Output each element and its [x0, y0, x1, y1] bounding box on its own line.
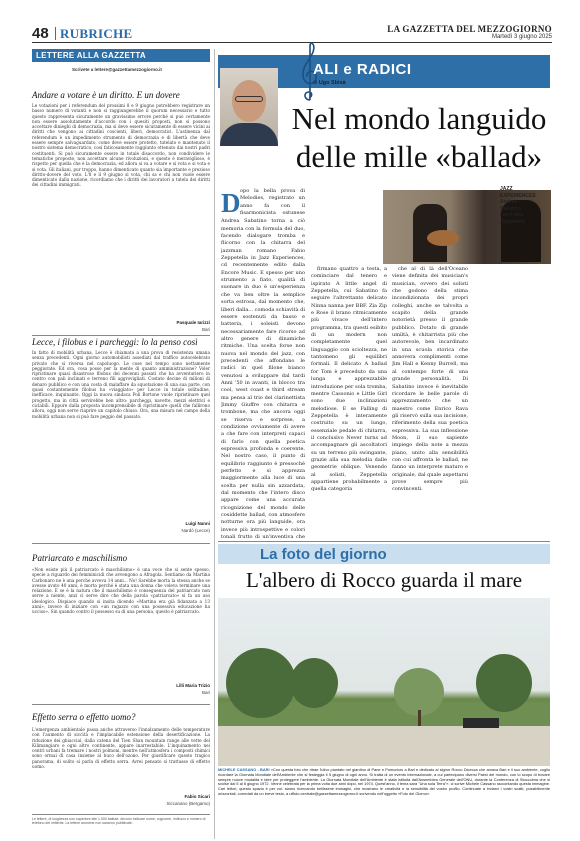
header-separator: [55, 27, 56, 40]
caption-line: Zeppetella: [500, 218, 525, 225]
article-intro: [240, 188, 305, 217]
letter-title: Lecce, i filobus e i parcheggi: lo la penso così: [32, 337, 198, 347]
byline-author: Ugo Sbisà: [318, 80, 346, 86]
letters-footer: Le lettere, di lunghezza non superiore alle 1.000 battute, devono indicare nome, cognome, indirizzo e numero di telefono del mittente. La lettere anonime non saranno pubblicate.: [32, 814, 210, 825]
letters-email[interactable]: Scrivete a lettere@gazzettamezzogiorno.it: [72, 67, 162, 72]
column-title: ALI e RADICI: [313, 61, 412, 78]
section-rule: [218, 541, 550, 542]
letter-city: Nardò (Lecce): [181, 528, 210, 533]
foto-caption: [218, 768, 550, 797]
caption-line: Andrea: [500, 199, 518, 205]
letter-divider: [32, 335, 210, 336]
byline-prefix: di: [313, 80, 318, 86]
caption-line: EXPERIENCES: [500, 192, 536, 199]
foto-olive-trunk: [418, 710, 421, 726]
letter-body: L'emergenza ambientale passa anche attraverso l'innalzamento delle temperature con l'aumento di siccità e l'implacabile estensione della desertificazione. La riduzione dei ghiacciai, dalla catena del Tien Shan mountain range alle vette del Kilimangiaro e ogni altro continente, appare inarrestabile. L'inquinamento nei centri urbani fa tremare i nostri polmoni, mentre nell'atmosfera i composti chimici sono ormai di casa insieme al buco dell'ozono. Per giustificare questo tragico panorama, di solito si parla di effetto serra. Avrei pensato si trattasse di effetto uomo.: [32, 727, 210, 770]
article-column-3: [392, 266, 468, 541]
letter-signature: Lilli Maria Trizio: [176, 683, 210, 688]
letter-title: Patriarcato e maschilismo: [32, 553, 128, 563]
portrait-glasses: [235, 96, 263, 102]
newspaper-name: LA GAZZETTA DEL MEZZOGIORNO: [387, 24, 552, 34]
caption-line: con Fabio: [500, 212, 524, 218]
letter-body: Le votazioni per i referendum del prossimi 8 e 9 giugno potrebbero registrare un basso numero di votanti e non si raggiungerebbe il quorum necessario e tutto questo rappresenta sicuramente un gravissimo errore perché si può certamente non essere assolutamente d'accordo con i quesiti proposti, non si possono accettare dinieghi di democrazia, ma si deve essere sicuramente di essere vicini ai diritti che vengono ai cittadini coscienti, liberi, democratici. L'astinenza dal referendum è un impedimento strumento di democrazia e di libertà che deve essere sempre salvaguardato, come deve essere protetto, tutelato e mantenuto il nostro sistema democratico, così faticosamente raggiunto ottenuto dai nostri padri costituenti. Si può sicuramente essere in totale disaccordo, non condividere le tematiche proposte, non accettare alcune rivoluzioni, e questo è meraviglioso, è rispetto per quella che è la democrazia, ed allora si va a votare e si vota e si vota e si vota. Gli italiani, pur troppo, hanno dimenticato quanto sia importante e prezioso diritto-dovere del voto. L'8 e il 9 giugno si vota, chi sa e chi non vuole essere dimenticato dalla nazione, ricordiamo che i diritti dei lavoratori a tutela dei diritti dei cittadini immigrati.: [32, 103, 210, 188]
foto-path: [218, 726, 550, 766]
foto-tree: [290, 658, 338, 708]
foto-image: [218, 598, 550, 766]
foto-section-title: La foto del giorno: [260, 546, 387, 563]
letter-title: Effetto serra o effetto uomo?: [32, 712, 136, 722]
letter-divider: [32, 704, 210, 705]
letter-city: Bari: [201, 327, 210, 332]
photo-guitar: [427, 230, 459, 246]
column-divider: [214, 49, 215, 839]
page-number: 48: [32, 25, 49, 42]
drop-cap: D: [221, 188, 241, 218]
article-headline: Nel mondo languido delle mille «ballad»: [291, 101, 547, 174]
letter-signature: Fabio Sicari: [184, 794, 210, 799]
letter-body: «Non esiste più il patriarcato è maschilismo» è una voce che si sente spesso, specie a riguardo dei femminicidi che avvengono a Afragola. Sentiamo da Martina Carbonaro ne è una perche avveva 14 anni... No! Sarebbe morta la stessa anche se avesse avuto 40 anni, è morta perché è stata una donna che voleva terminare una relazione. E se è la natura che il maschilismo è conseguenza del patriarcato non serve a niente, anzi ci serve dire che della parola «patriarcato» si fa un uso ideologico. Dispiace quando si insita dicendo «Martina era già fidanzata a 13 anni», invece di iniziare con «un ragazzo con una possessiva educazione ha ucciso». Sin quando contro il possesso su di una persona, questo è patriarcato.: [32, 567, 210, 615]
letter-title: Andare a votare è un diritto. E un dovere: [32, 90, 180, 100]
section-name: RUBRICHE: [60, 26, 133, 41]
letter-city: Bari: [201, 690, 210, 695]
article-col3-text: che al di là dell'Oceano viene definita dei musician's musician, ovvero dei solisti che godono della stima incondizionata dei propri colleghi, anche se talvolta a scapito della grande notorietà presso il grande pubblico. Dotato di grande umiltà, è chitarrista più che autorevole, ben incardinato in una scuola storica che annovera complimenti come Jim Hall e Kenny Burrell, ma al contempo forte di una grande personalità. Di Sabatino invece è inevitabile ricordare le belle parole di apprezzamento che un maestro come Enrico Rava gli riservò sulla sua incisione, riferimento della sua poetica espressiva. La sua inflessione Moon, il suo sapiente impiego della note a mezza piano, unito alla sensibilità con cui affronta le ballad, ne fanno un interprete maturo e originale, dal quale aspettarsi prove sempre più convincenti.: [392, 266, 468, 493]
foto-tree: [476, 654, 532, 712]
letter-divider: [32, 543, 210, 544]
article-column-2: [311, 266, 387, 541]
caption-line: Sabatino: [500, 205, 522, 212]
photo-caption: [500, 186, 536, 225]
header-rule: [32, 42, 552, 43]
caption-line: JAZZ: [500, 186, 513, 192]
letter-signature: Luigi Nanni: [185, 521, 210, 526]
foto-headline: L'albero di Rocco guarda il mare: [245, 568, 523, 592]
column-byline: [313, 80, 346, 86]
foto-olive-tree: [394, 668, 444, 716]
issue-date: Martedì 3 giugno 2025: [491, 34, 552, 40]
author-portrait: [220, 68, 278, 146]
article-column-1-rest: [221, 218, 305, 541]
letters-bar: LETTERE ALLA GAZZETTA: [32, 49, 210, 62]
foto-credit: MICHELE CASSANO - BARI: [218, 767, 270, 772]
letter-city: Siccanano (Bergamo): [166, 801, 210, 806]
article-col1-continuation: Andrea Sabatino torna a ciò memoria con la formula del duo, facendo dialogare tromba e flicorno con la chitarra del jazzman romano Fabio Zeppetella in Jazz Experiences, cd recentemente edito dalla Encore Music. E spesso per uno strumento a fiato, qualità di suonare in duo è un'esperienza che va ben oltre la semplice sorta estrosa, dal momento che, liberi dalla... comoda schiavità di essere sostenuti da basso e batteria, i soleisti devono necessariamente fare ricorso ad altro genere di dinamiche ritmiche. Una scelta forse non nuova nel mondo del jazz, con precedenti che affondano le radici in quel filone bianco venutosi a sviluppare dal tardi Anni '50 in avanti, in blocco tra cool, west coast e third stream ma pensa al trio del clarinettista Jimmy Giuffre con chitarra e trombone, ma che ancora oggi se riserva e sorprese, a condizione ovviamente di avere a che fare con interpreti capaci di farlo con quella poetica espressiva profonda e coerente. Nel nostro caso, il punto di equilibrio raggiunto è pressoché perfetto e si apprezza maggiormente alla luce di una scelta per nulla sin azzardata, dal momento che l'intero disco appare come una accurata ricognizione del mondo delle cosiddette ballad, con atmosfere notturne ora più languide, ora invece più introspettive e colori tonali frutto di un'inventiva che: [221, 218, 305, 541]
foto-caption-text: «Con questa foto che ritrae l'ulivo piantato nel giardino di Pane e Pomodoro a Bari e dedicato al signor Rocco Dicecca che amava Bari e il suo ambiente, voglio ricordare la Giornata Mondiale dell'Ambiente che si festeggia il 5 giugno di ogni anno. Si tratta di un evento internazionale, a cui partecipano diversi Paesi del mondo, con lo scopo di trovare sempre nuove modalità e idee per proteggere l'ambiente. La Giornata Mondiale dell'Ambiente è stata istituita dall'Assemblea Generale dell'ONU, durante la Conferenza di Stoccolma che si svolse dal 5 al 6 giugno 1972. Venne celebrata per la prima volta due anni dopo, nel 1974. Quest'anno, il tema sarà "Una sola Terra"». ci scrive Michele Cassano raccontando questa immagine. Cari lettori, questo spazio è per voi: siamo ricercando bellissime immagini, che mostrano le creatività e la sensibilità del vostro profilo. Continuate a inviarci i vostri scatti, possibilmente orizzontali, corredati da un breve testo, a ufficio.centrale@gazzettamezzogiorno.it scrivendo nell'oggetto «Foto del Giorno».: [218, 767, 551, 796]
letter-body: In fatto di mobilità urbana, Lecce è chiamata a una prova di resistenza umana senza precedenti. Ogni giorno automobilisti assediati dal traffico autocelebrato privato che si riversa nel capoluogo. Le cose nel tempo sono nettamente peggiorate. Ed ora, cosa posso per la mente di quanto amministrazione? Voler ripristinare quasi disastroso filobus dei decenni passati che ha avventuriero in centro con pali inclinati e terreno fili aggrovigliati. Costato decine di milioni di denaro pubblico e con una costa di malaffare da squotazione di una sua parte, con quasi costantemente filobus ha «viaggiato» per Lecce in totale solitudine, inefficace, inquinante. Oggi la nuova sindaca Poli Bortone vuole ripristinare quel progetto, ma in città servirebbe ben altro: parcheggi, navette, mezzi elettrici e ciclabili. Eppure dalla proposta incomprensibile di ripristinare quelli che fallirono allora, oggi non serve riaprire un capitolo chiuso. Ora, una misura nel campo della mobilità urbana non si può fare peggio del passato.: [32, 350, 210, 419]
portrait-shirt: [220, 123, 278, 146]
foto-bench: [463, 718, 499, 728]
article-col1-text: opo la bella prova di Melodies, registrato un anno fa con il fisarmonicista ostunese: [240, 188, 305, 217]
article-col2-text: firmano quattro a testa, a cominciare dal tenero e ispirato A little angel di Zeppetella, cui Sabatino fa seguire l'altrettanto delicato Ninna nanna per BBF. Zia Zip e Rose il brano ritmicamente più vivace dell'intero programma, tra questi esibito di un modern non completamente quel linguaggio con scioltezza, ne tantomeno gli equilibri formali. Il delicato A ballad for Tom è preceduto da una lunga e apprezzabile introduzione per sola tromba, mentre Cassonio e Little Girl sono due inclinazioni melodiose. E se Falling di Zeppetella è interamente costruito su un lungo, essenziale pedale di chitarra, il conclusivo Never turns ad accompagnare gli ascoltatori su un terreno più swingante, grazie alla sua melodia dalle geometrie oblique. Venendo al solisti, Zeppetella appartiene probabilmente a quella categoria: [311, 266, 387, 493]
letter-signature: Pasquale Iarizzi: [176, 320, 210, 325]
foto-tree: [226, 648, 296, 718]
